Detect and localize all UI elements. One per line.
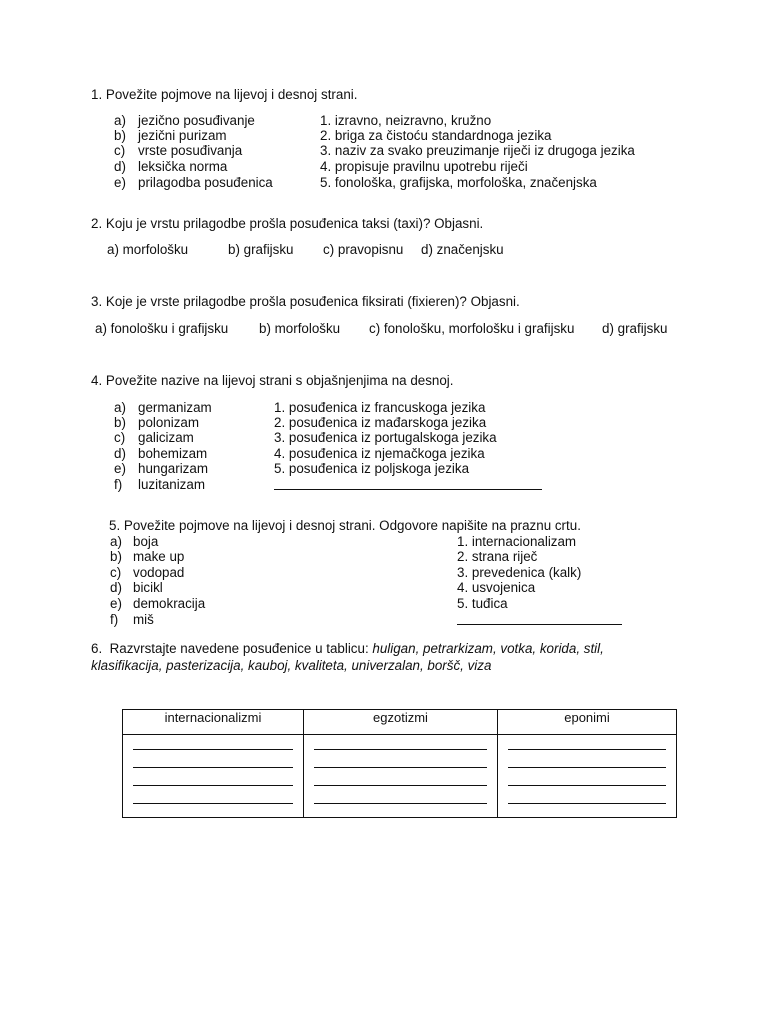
q4-left-marker: b): [114, 415, 126, 430]
q5-left-marker: b): [110, 549, 122, 564]
q6-word-list-line2: [91, 659, 491, 672]
q4-answer-line[interactable]: [274, 489, 542, 490]
q1-left-term: jezični purizam: [138, 128, 227, 143]
table-row: [123, 735, 677, 818]
q4-prompt: 4. Povežite nazive na lijevoj strani s objašnjenjima na desnoj.: [91, 373, 454, 388]
q5-answer-line[interactable]: [457, 624, 622, 625]
q2-prompt: 2. Koju je vrstu prilagodbe prošla posuđenica taksi (taxi)? Objasni.: [91, 216, 484, 231]
q4-right-item: 4. posuđenica iz njemačkoga jezika: [274, 446, 485, 461]
q1-right-item: 2. briga za čistoću standardnoga jezika: [320, 128, 552, 143]
q5-left-marker: f): [110, 612, 119, 627]
q1-left-marker: c): [114, 143, 126, 158]
answer-cell-eponimi: [498, 735, 677, 818]
q1-right-item: 3. naziv za svako preuzimanje riječi iz drugoga jezika: [320, 143, 635, 158]
q1-prompt: 1. Povežite pojmove na lijevoj i desnoj strani.: [91, 87, 358, 102]
column-header-label: eponimi: [564, 710, 610, 725]
q5-right-item: 5. tuđica: [457, 596, 508, 611]
q1-left-term: vrste posuđivanja: [138, 143, 243, 158]
q5-left-term: make up: [133, 549, 185, 564]
answer-line[interactable]: [508, 749, 666, 750]
table-header-row: [123, 710, 677, 735]
q5-left-marker: d): [110, 580, 122, 595]
q5-left-marker: e): [110, 596, 122, 611]
q5-left-marker: a): [110, 534, 122, 549]
q4-left-marker: f): [114, 477, 123, 492]
q1-left-term: jezično posuđivanje: [138, 113, 255, 128]
q6-prompt-text: 6. Razvrstajte navedene posuđenice u tablicu:: [91, 641, 373, 656]
q5-right-item: 1. internacionalizam: [457, 534, 577, 549]
q4-left-term: polonizam: [138, 415, 200, 430]
answer-line[interactable]: [314, 785, 487, 786]
answer-line[interactable]: [314, 767, 487, 768]
q1-left-marker: e): [114, 175, 126, 190]
q5-left-marker: c): [110, 565, 122, 580]
q1-right-item: 1. izravno, neizravno, kružno: [320, 113, 492, 128]
q3-option-d[interactable]: d) grafijsku: [602, 321, 668, 336]
q4-right-item: 2. posuđenica iz mađarskoga jezika: [274, 415, 487, 430]
q6-prompt: [91, 642, 604, 655]
q5-left-term: boja: [133, 534, 159, 549]
q5-left-term: demokracija: [133, 596, 206, 611]
q5-right-item: 2. strana riječ: [457, 549, 538, 564]
q3-option-a[interactable]: a) fonološku i grafijsku: [95, 321, 229, 336]
q1-left-marker: d): [114, 159, 126, 174]
q2-option-a[interactable]: a) morfološku: [107, 242, 189, 257]
q5-left-term: miš: [133, 612, 154, 627]
answer-line[interactable]: [314, 749, 487, 750]
q4-left-term: hungarizam: [138, 461, 208, 476]
q4-right-item: 1. posuđenica iz francuskoga jezika: [274, 400, 486, 415]
q5-prompt: 5. Povežite pojmove na lijevoj i desnoj strani. Odgovore napišite na praznu crtu.: [109, 518, 581, 533]
column-header-label: internacionalizmi: [164, 710, 262, 725]
q1-right-item: 5. fonološka, grafijska, morfološka, značenjska: [320, 175, 597, 190]
q4-left-term: luzitanizam: [138, 477, 205, 492]
q1-left-marker: b): [114, 128, 126, 143]
q3-prompt: 3. Koje je vrste prilagodbe prošla posuđenica fiksirati (fixieren)? Objasni.: [91, 294, 520, 309]
q4-left-term: bohemizam: [138, 446, 208, 461]
classification-table: [122, 709, 677, 818]
answer-line[interactable]: [508, 785, 666, 786]
q6-word-list-line1: huligan, petrarkizam, votka, korida, stil,: [372, 641, 604, 656]
q3-option-c[interactable]: c) fonološku, morfološku i grafijsku: [369, 321, 575, 336]
answer-cell-internacionalizmi: [123, 735, 304, 818]
q5-left-term: bicikl: [133, 580, 163, 595]
q4-left-marker: c): [114, 430, 126, 445]
q5-right-item: 3. prevedenica (kalk): [457, 565, 582, 580]
column-header-eponimi: [498, 710, 677, 735]
q2-option-b[interactable]: b) grafijsku: [228, 242, 294, 257]
q1-right-item: 4. propisuje pravilnu upotrebu riječi: [320, 159, 528, 174]
q4-right-item: 5. posuđenica iz poljskoga jezika: [274, 461, 470, 476]
answer-line[interactable]: [508, 803, 666, 804]
answer-line[interactable]: [133, 767, 293, 768]
q4-left-term: germanizam: [138, 400, 212, 415]
q4-right-item: 3. posuđenica iz portugalskoga jezika: [274, 430, 497, 445]
answer-line[interactable]: [133, 785, 293, 786]
answer-line[interactable]: [133, 749, 293, 750]
q2-option-d[interactable]: d) značenjsku: [421, 242, 504, 257]
column-header-label: egzotizmi: [373, 710, 428, 725]
q1-left-term: leksička norma: [138, 159, 228, 174]
q4-left-marker: e): [114, 461, 126, 476]
q2-option-c[interactable]: c) pravopisnu: [323, 242, 404, 257]
q4-left-term: galicizam: [138, 430, 194, 445]
q6-word-list-text: klasifikacija, pasterizacija, kauboj, kvaliteta, univerzalan, boršč, viza: [91, 658, 492, 673]
q4-left-marker: d): [114, 446, 126, 461]
column-header-internacionalizmi: [123, 710, 304, 735]
answer-cell-egzotizmi: [304, 735, 498, 818]
answer-line[interactable]: [508, 767, 666, 768]
q3-option-b[interactable]: b) morfološku: [259, 321, 341, 336]
q1-left-term: prilagodba posuđenica: [138, 175, 273, 190]
answer-line[interactable]: [133, 803, 293, 804]
q5-left-term: vodopad: [133, 565, 185, 580]
column-header-egzotizmi: [304, 710, 498, 735]
answer-line[interactable]: [314, 803, 487, 804]
q5-right-item: 4. usvojenica: [457, 580, 536, 595]
q1-left-marker: a): [114, 113, 126, 128]
q4-left-marker: a): [114, 400, 126, 415]
